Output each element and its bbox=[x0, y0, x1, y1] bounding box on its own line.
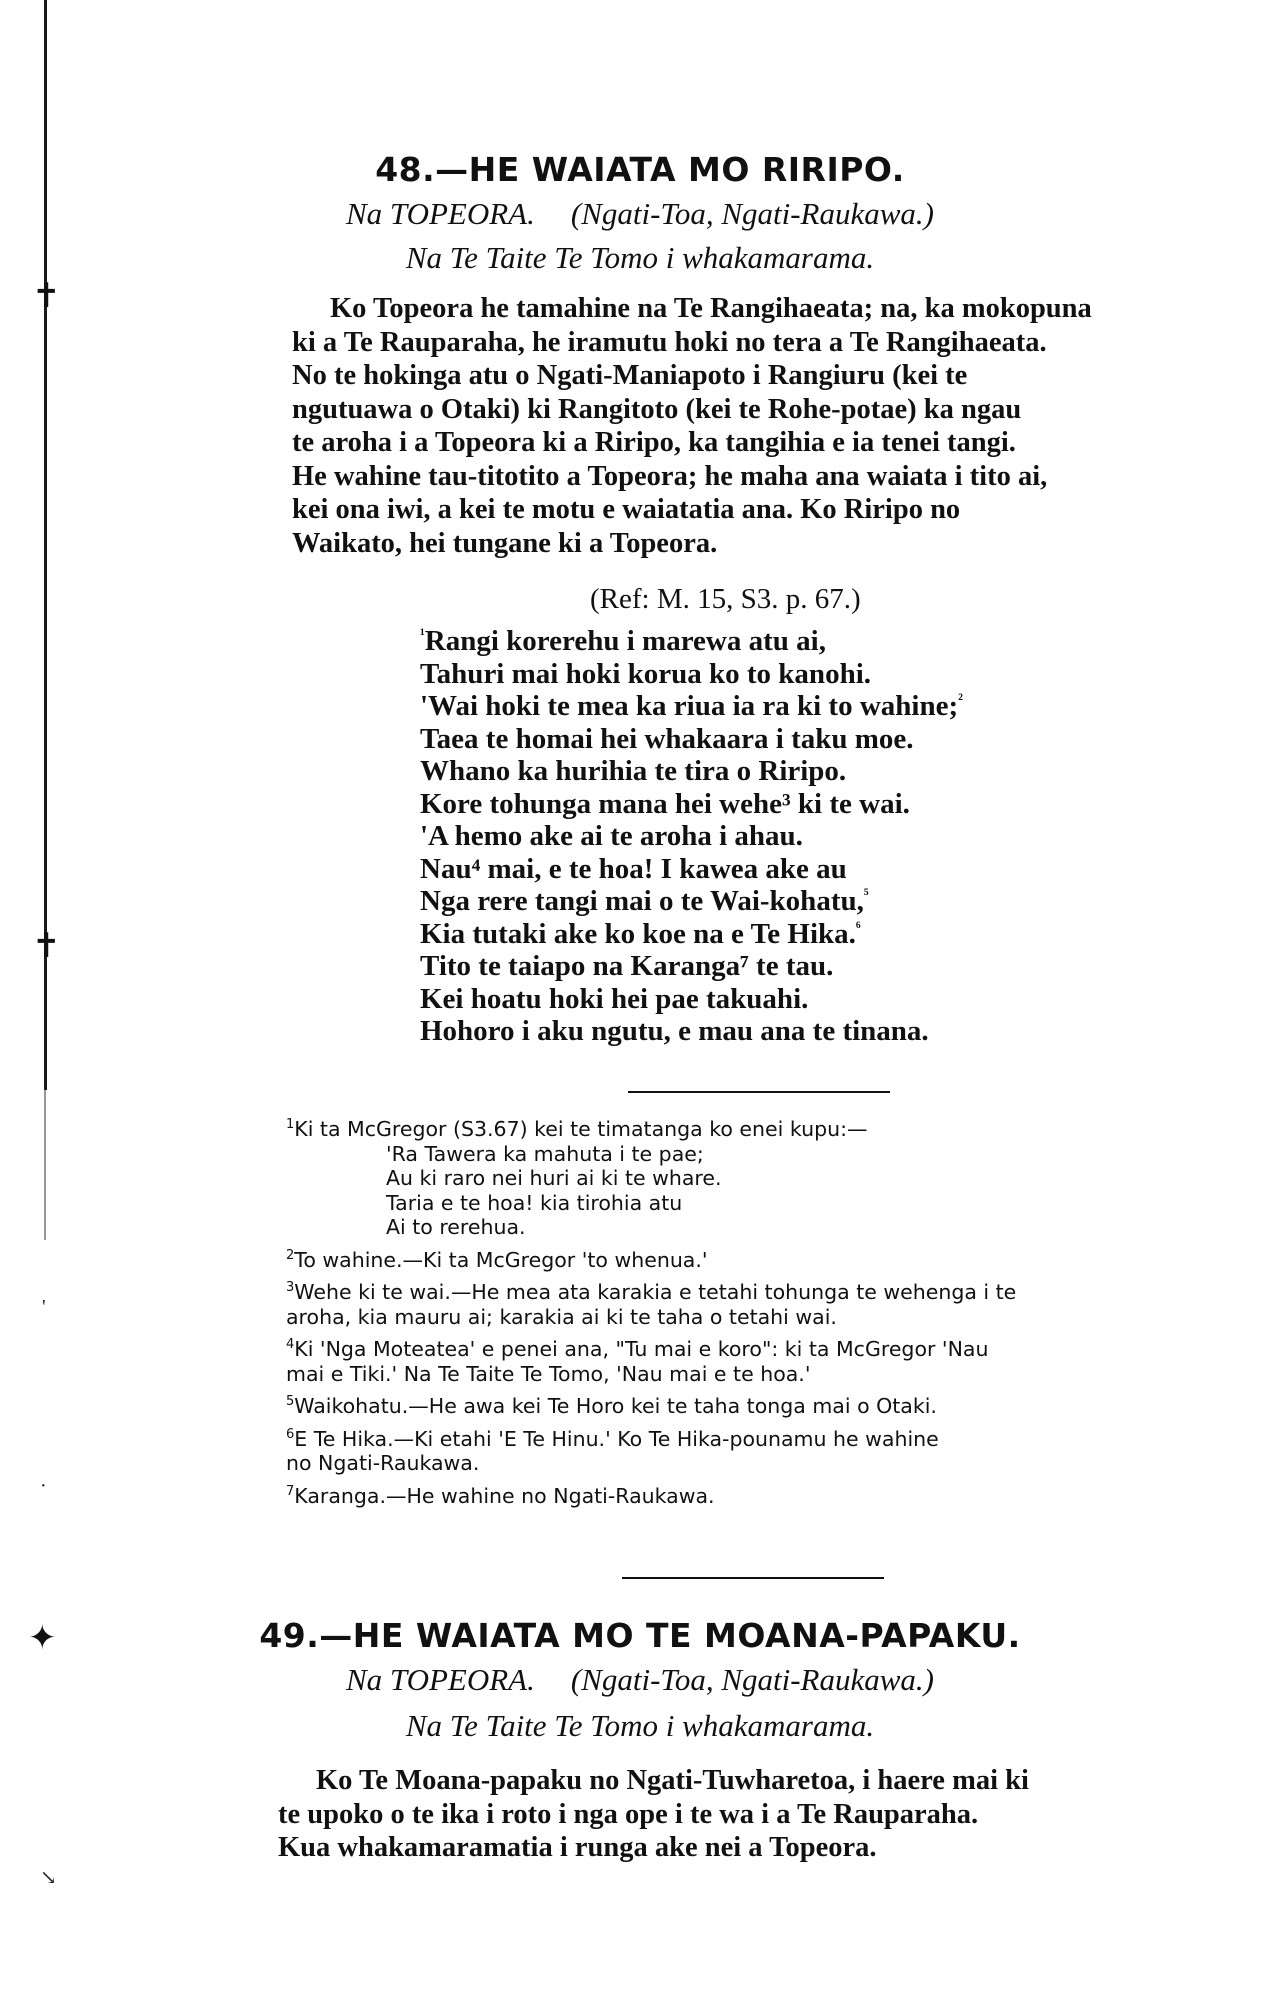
intro-line: Waikato, hei tungane ki a Topeora. bbox=[292, 527, 718, 559]
verse-line: Taea te homai hei whakaara i taku moe. bbox=[420, 722, 914, 755]
verse-line: Kia tutaki ake ko koe na e Te Hika.$^{^6}$ bbox=[420, 917, 861, 950]
song-49-title: 49.—HE WAIATA MO TE MOANA-PAPAKU. bbox=[259, 1616, 1021, 1655]
song-48-attribution bbox=[0, 196, 1280, 232]
intro-line: Ko Topeora he tamahine na Te Rangihaeata; na, ka mokopuna bbox=[330, 293, 1092, 324]
verse-line: Kei hoatu hoki hei pae takuahi. bbox=[420, 982, 809, 1015]
song-48-intro bbox=[292, 292, 1247, 560]
song-48-title: 48.—HE WAIATA MO RIRIPO. bbox=[375, 150, 905, 189]
footnote-5: $^5$Waikohatu.—He awa kei Te Horo kei te taha tonga mai o Otaki. bbox=[286, 1394, 937, 1418]
footnote-1: $^1$Ki ta McGregor (S3.67) kei te timatanga ko enei kupu:— bbox=[286, 1117, 868, 1141]
margin-ornament-icon: ✝ bbox=[32, 278, 61, 315]
song-49-explainer: Na Te Taite Te Tomo i whakamarama. bbox=[405, 1708, 875, 1743]
verse-line: Kore tohunga mana hei wehe³ ki te wai. bbox=[420, 787, 910, 820]
footnote-4: $^4$Ki 'Nga Moteatea' e penei ana, "Tu mai e koro": ki ta McGregor 'Nau bbox=[286, 1337, 989, 1361]
footnote-6-cont: no Ngati-Raukawa. bbox=[286, 1451, 480, 1475]
verse-line: Tahuri mai hoki korua ko to kanohi. bbox=[420, 657, 872, 690]
verse-line: $^{^1}$Rangi korerehu i marewa atu ai, bbox=[420, 625, 826, 657]
footnote-7: $^7$Karanga.—He wahine no Ngati-Raukawa. bbox=[286, 1483, 715, 1508]
footnote-3-cont: aroha, kia mauru ai; karakia ai ki te taha o tetahi wai. bbox=[286, 1304, 837, 1329]
intro-line: He wahine tau-titotito a Topeora; he maha ana waiata i tito ai, bbox=[292, 460, 1048, 492]
verse-line: 'A hemo ake ai te aroha i ahau. bbox=[420, 820, 803, 852]
verse-line: Tito te taiapo na Karanga⁷ te tau. bbox=[420, 950, 834, 982]
footnote-4-cont: mai e Tiki.' Na Te Taite Te Tomo, 'Nau mai e te hoa.' bbox=[286, 1361, 811, 1386]
footnote-3: $^3$Wehe ki te wai.—He mea ata karakia e tetahi tohunga te wehenga i te bbox=[286, 1280, 1017, 1304]
composer: Na TOPEORA. bbox=[345, 196, 535, 231]
intro-line: te upoko o te ika i roto i nga ope i te wa i a Te Rauparaha. bbox=[278, 1798, 979, 1830]
intro-line: kei ona iwi, a kei te motu e waiatatia ana. Ko Riripo no bbox=[292, 494, 961, 525]
footnote-quote-line: Ai to rerehua. bbox=[386, 1215, 526, 1239]
footnote-quote-line: 'Ra Tawera ka mahuta i te pae; bbox=[386, 1141, 704, 1166]
intro-line: ki a Te Rauparaha, he iramutu hoki no tera a Te Rangihaeata. bbox=[292, 326, 1047, 358]
composer: Na TOPEORA. bbox=[345, 1662, 535, 1697]
margin-ornament-icon: ✦ bbox=[28, 1620, 57, 1657]
intro-line: Kua whakamaramatia i runga ake nei a Topeora. bbox=[278, 1832, 877, 1863]
margin-speck-icon: ' bbox=[42, 1296, 46, 1318]
verse-line: Nau⁴ mai, e te hoa! I kawea ake au bbox=[420, 852, 847, 885]
verse-line: Nga rere tangi mai o te Wai-kohatu,$^{^5}$ bbox=[420, 885, 869, 917]
song-48-footnotes bbox=[286, 1117, 1208, 1508]
song-48-explainer: Na Te Taite Te Tomo i whakamarama. bbox=[405, 240, 875, 275]
footnote-6: $^6$E Te Hika.—Ki etahi 'E Te Hinu.' Ko Te Hika-pounamu he wahine bbox=[286, 1426, 939, 1451]
margin-speck-icon: ↘ bbox=[40, 1867, 57, 1889]
song-48-reference: (Ref: M. 15, S3. p. 67.) bbox=[590, 583, 861, 615]
section-divider bbox=[622, 1577, 884, 1579]
footnote-quote-line: Au ki raro nei huri ai ki te whare. bbox=[386, 1166, 722, 1190]
song-49-attribution bbox=[0, 1662, 1280, 1698]
verse-line: 'Wai hoki te mea ka riua ia ra ki to wahine;$^{^2}$ bbox=[420, 690, 963, 722]
verse-line: Hohoro i aku ngutu, e mau ana te tinana. bbox=[420, 1015, 929, 1047]
section-divider bbox=[628, 1091, 890, 1093]
margin-rule-faint bbox=[44, 1090, 46, 1240]
margin-speck-icon: · bbox=[40, 1475, 47, 1497]
footnote-2: $^2$To wahine.—Ki ta McGregor 'to whenua.' bbox=[286, 1247, 708, 1272]
song-48-verse bbox=[420, 625, 963, 1048]
song-49-intro bbox=[278, 1764, 1240, 1865]
intro-line: Ko Te Moana-papaku no Ngati-Tuwharetoa, i haere mai ki bbox=[316, 1765, 1029, 1796]
intro-line: No te hokinga atu o Ngati-Maniapoto i Rangiuru (kei te bbox=[292, 360, 968, 391]
intro-line: ngutuawa o Otaki) ki Rangitoto (kei te Rohe-potae) ka ngau bbox=[292, 393, 1022, 425]
footnote-quote-line: Taria e te hoa! kia tirohia atu bbox=[386, 1190, 683, 1215]
verse-line: Whano ka hurihia te tira o Riripo. bbox=[420, 755, 847, 787]
tribes: (Ngati-Toa, Ngati-Raukawa.) bbox=[570, 196, 934, 231]
margin-ornament-icon: ✝ bbox=[32, 928, 61, 965]
intro-line: te aroha i a Topeora ki a Riripo, ka tangihia e ia tenei tangi. bbox=[292, 427, 1016, 458]
tribes: (Ngati-Toa, Ngati-Raukawa.) bbox=[570, 1662, 934, 1697]
